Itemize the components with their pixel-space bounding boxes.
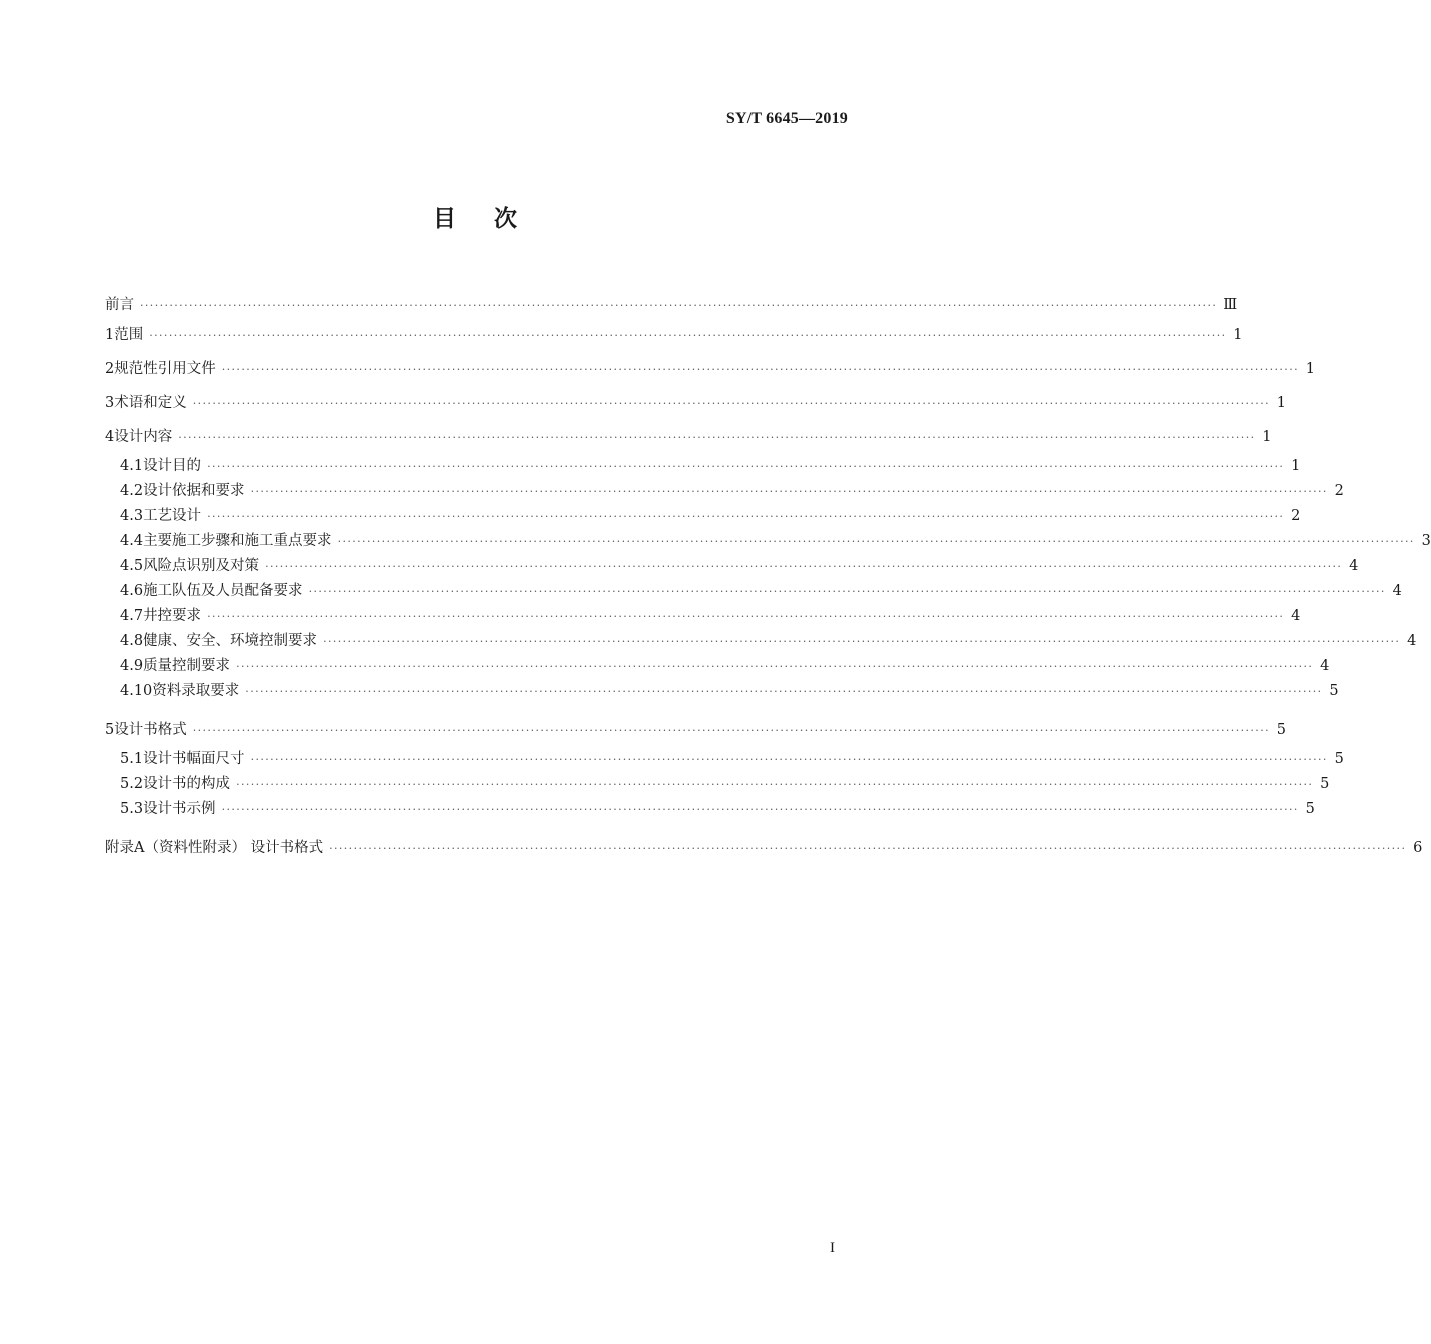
toc-entry-label: 附录A（资料性附录） 设计书格式 [105,840,324,856]
toc-entry[interactable] [105,386,1286,420]
toc-leader-dots: ···························································································································································································································· [236,778,1314,791]
toc-entry-label: 工艺设计 [143,508,202,524]
toc-leader-dots: ···························································································································································································································· [192,724,1270,737]
toc-entry-page: 4 [1392,583,1402,599]
toc-entry-number: 5.3 [120,801,144,817]
toc-entry-number: 4.3 [120,508,144,524]
toc-entry-page: Ⅲ [1223,297,1238,313]
toc-entry-page: 1 [1305,361,1315,377]
toc-entry[interactable] [105,479,1344,504]
toc-entry-number: 4.9 [120,658,144,674]
toc-leader-dots: ···························································································································································································································· [265,560,1343,573]
toc-entry-number: 4.2 [120,483,144,499]
toc-leader-dots: ···························································································································································································································· [221,363,1299,376]
toc-entry-page: 1 [1233,327,1243,343]
toc-entry-label: 设计书格式 [114,722,187,738]
toc-entry-label: 井控要求 [143,608,202,624]
toc-entry-page: 4 [1291,608,1301,624]
toc-entry[interactable] [105,529,1431,554]
toc-entry-number: 5 [105,722,115,738]
toc-entry[interactable] [105,629,1417,654]
toc-entry-page: 2 [1334,483,1344,499]
toc-entry-page: 5 [1276,722,1286,738]
toc-entry-label: 设计书的构成 [143,776,231,792]
toc-entry-label: 设计内容 [114,429,173,445]
toc-entry[interactable] [105,579,1402,604]
toc-entry[interactable] [105,318,1243,352]
toc-entry-number: 1 [105,327,115,343]
toc-entry[interactable] [105,772,1330,797]
toc-entry-page: 4 [1320,658,1330,674]
toc-entry[interactable] [105,797,1315,822]
toc-entry-label: 前言 [105,297,134,313]
toc-entry[interactable] [105,713,1286,747]
toc-entry-page: 4 [1349,558,1359,574]
toc-entry[interactable] [105,292,1238,318]
toc-entry-number: 4.5 [120,558,144,574]
toc-entry-label: 主要施工步骤和施工重点要求 [143,533,332,549]
toc-leader-dots: ···························································································································································································································· [192,397,1270,410]
toc-entry-number: 4.7 [120,608,144,624]
toc-entry[interactable] [105,454,1301,479]
toc-leader-dots: ···························································································································································································································· [323,635,1401,648]
toc-entry-label: 质量控制要求 [143,658,231,674]
toc-entry[interactable] [105,604,1301,629]
toc-leader-dots: ···························································································································································································································· [250,485,1328,498]
toc-entry[interactable] [105,554,1359,579]
toc-entry-label: 设计目的 [143,458,202,474]
toc-entry[interactable] [105,420,1272,454]
toc-leader-dots: ···························································································································································································································· [245,685,1323,698]
toc-entry-number: 4.1 [120,458,144,474]
toc-leader-dots: ···························································································································································································································· [337,535,1415,548]
toc-entry-number: 4.4 [120,533,144,549]
toc-entry-page: 5 [1305,801,1315,817]
toc-entry-page: 1 [1262,429,1272,445]
page-number: I [830,1240,835,1256]
toc-entry-page: 6 [1413,840,1423,856]
toc-entry-number: 4.10 [120,683,153,699]
toc-entry-page: 4 [1407,633,1417,649]
toc-entry-label: 施工队伍及人员配备要求 [143,583,303,599]
toc-entry-page: 5 [1329,683,1339,699]
toc-entry[interactable] [105,679,1339,704]
table-of-contents [105,292,1431,865]
toc-entry-number: 5.2 [120,776,144,792]
toc-entry-label: 健康、安全、环境控制要求 [143,633,318,649]
toc-entry-page: 3 [1421,533,1431,549]
toc-entry[interactable] [105,352,1315,386]
toc-entry-number: 4.6 [120,583,144,599]
toc-entry-label: 风险点识别及对策 [143,558,260,574]
toc-leader-dots: ···························································································································································································································· [178,431,1256,444]
toc-leader-dots: ···························································································································································································································· [250,753,1328,766]
toc-leader-dots: ···························································································································································································································· [207,510,1285,523]
toc-leader-dots: ···························································································································································································································· [140,299,1218,312]
toc-entry-number: 2 [105,361,115,377]
toc-entry-label: 规范性引用文件 [114,361,216,377]
toc-leader-dots: ···························································································································································································································· [207,460,1285,473]
toc-entry-label: 设计书幅面尺寸 [143,751,245,767]
toc-leader-dots: ···························································································································································································································· [149,329,1227,342]
toc-entry-label: 范围 [114,327,144,343]
toc-entry-label: 设计依据和要求 [143,483,245,499]
toc-entry-number: 3 [105,395,115,411]
toc-entry-number: 4.8 [120,633,144,649]
toc-leader-dots: ···························································································································································································································· [207,610,1285,623]
toc-entry-label: 术语和定义 [114,395,187,411]
standard-code: SY/T 6645—2019 [725,110,848,127]
toc-leader-dots: ···························································································································································································································· [329,842,1407,855]
toc-entry-page: 2 [1291,508,1301,524]
toc-entry-label: 设计书示例 [143,801,216,817]
toc-leader-dots: ···························································································································································································································· [308,585,1386,598]
toc-entry-page: 5 [1334,751,1344,767]
page-title: 目次 [433,206,555,232]
toc-entry-page: 1 [1276,395,1286,411]
toc-entry[interactable] [105,654,1330,679]
toc-entry-number: 5.1 [120,751,144,767]
toc-leader-dots: ···························································································································································································································· [236,660,1314,673]
toc-entry-label: 资料录取要求 [152,683,240,699]
toc-entry-page: 1 [1291,458,1301,474]
toc-entry[interactable] [105,831,1423,865]
toc-leader-dots: ···························································································································································································································· [221,803,1299,816]
toc-entry[interactable] [105,747,1344,772]
toc-entry[interactable] [105,504,1301,529]
toc-entry-page: 5 [1320,776,1330,792]
toc-entry-number: 4 [105,429,115,445]
